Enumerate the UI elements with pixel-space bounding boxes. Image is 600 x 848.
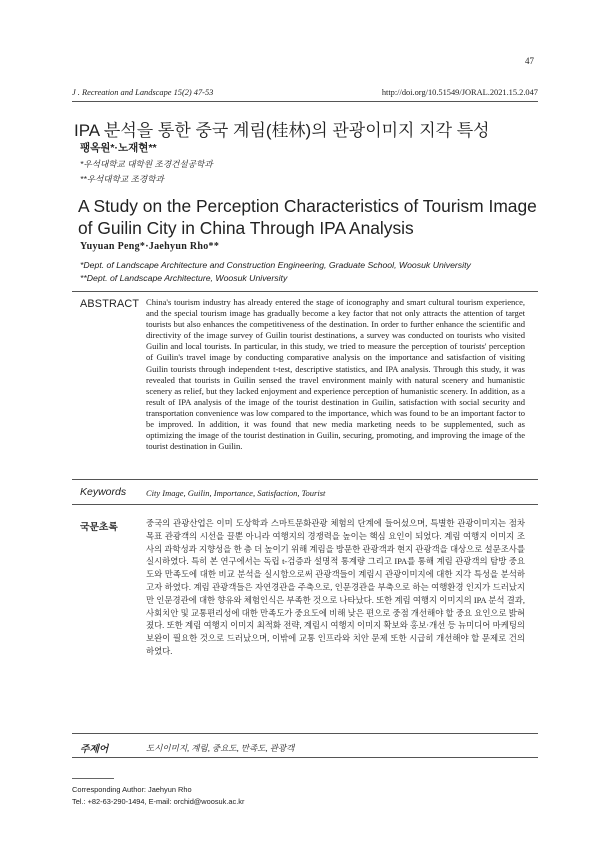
korean-keywords-bottom-divider [72, 757, 538, 758]
keywords-text: City Image, Guilin, Importance, Satisfaction, Tourist [146, 488, 326, 498]
corresponding-author: Corresponding Author: Jaehyun Rho [72, 785, 192, 794]
keywords-divider [72, 479, 538, 480]
abstract-divider [72, 291, 538, 292]
abstract-text: China's tourism industry has already entered the stage of iconography and smart cultural tourism experience, and the special tourism image has gradually become a key factor that not only attracts the attention of target tourists but also enhances the competitiveness of the destination. In order to further enhance the scientific and directivity of the image survey of Guilin tourist destinations, a survey was conducted on tourists who visited Guilin and local tourists. In particular, in this study, we tried to measure the perception of tourists' perception of Guilin's travel image by conducting comparative analysis on the importance and satisfaction of visiting Guilin tourists through independent t-test, descriptive statistics, and IPA analysis. Through this study, it was revealed that tourists in Guilin sensed the travel environment mainly with natural scenery and humanistic scenery as relief, but they lacked enjoyment and experience perception of humanistic scenery. In addition, as a result of IPA analysis of the image of the tourist destination in Guilin, satisfaction with social security and transportation convenience was low compared to the importance, which was found to be an important factor to be improved. In addition, it was found that new media marketing needs to be supplemented, such as optimizing the image of the tourist destination in Guilin, securing, promoting, and improving the image of the tourist destination in Guilin. [146, 297, 525, 452]
doi-link[interactable]: http://doi.org/10.51549/JORAL.2021.15.2.047 [381, 88, 538, 97]
abstract-label: ABSTRACT [80, 298, 140, 310]
korean-abstract-label: 국문초록 [80, 522, 118, 533]
korean-keywords-label: 주제어 [80, 744, 109, 755]
keywords-bottom-divider [72, 504, 538, 505]
korean-keywords-divider [72, 733, 538, 734]
journal-citation: J . Recreation and Landscape 15(2) 47-53 [72, 88, 214, 97]
keywords-label: Keywords [80, 486, 127, 498]
contact-info: Tel.: +82-63-290-1494, E-mail: orchid@woosuk.ac.kr [72, 797, 245, 806]
korean-affiliation-2: **우석대학교 조경학과 [80, 174, 164, 184]
footnote-divider [72, 778, 114, 779]
english-authors: Yuyuan Peng*·Jaehyun Rho** [80, 241, 220, 252]
korean-abstract-text: 중국의 관광산업은 이미 도상학과 스마트문화관광 체험의 단계에 들어섰으며, 특별한 관광이미지는 점차 목표 관광객의 시선을 끌뿐 아니라 여행지의 경쟁력을 높이는 핵심 요인이 되었다. 계림 여행지 이미지 조사의 과학성과 지향성을 한 층 더 높이기 위해 계림을 방문한 관광객과 현지 관광객을 대상으로 설문조사를 실시하였다. 특히 본 연구에서는 독립 t-검증과 설명적 통계량 그리고 IPA를 통해 계림 관광객의 탐방 중요도와 만족도에 대한 비교 분석을 실시함으로써 관광객들이 계림시 관광이미지에 대한 지각 특성을 분석하고자 하였다. 계림 관광객들은 자연경관을 주축으로, 인문경관을 부축으로 하는 여행환경 인지가 드러났지만 인문경관에 대한 향유와 체험인식은 부족한 것으로 나타났다. 또한 계림 여행지 이미지의 IPA 분석 결과, 사회치안 및 교통편리성에 대한 만족도가 중요도에 비해 낮은 편으로 중점 개선해야 할 중요 요인으로 밝혀졌다. 또한 계림 여행지 이미지 최적화 전략, 계림시 여행지 이미지 확보와 홍보·개선 등 뉴미디어 마케팅의 보완이 필요한 것으로 드러났으며, 이밖에 교통 인프라와 치안 문제 또한 시급히 개선해야 할 문제로 건의하였다. [146, 519, 525, 656]
korean-keywords-text: 도시이미지, 계림, 중요도, 만족도, 관광객 [146, 743, 295, 753]
page-number: 47 [525, 56, 534, 66]
korean-authors: 팽옥원*·노재현** [80, 142, 157, 154]
english-affiliation-2: **Dept. of Landscape Architecture, Woosuk University [80, 273, 288, 283]
korean-title: IPA 분석을 통한 중국 계림(桂林)의 관광이미지 지각 특성 [74, 121, 490, 140]
english-affiliation-1: *Dept. of Landscape Architecture and Construction Engineering, Graduate School, Woosuk University [80, 260, 471, 270]
english-title: A Study on the Perception Characteristics of Tourism Image of Guilin City in China Through IPA Analysis [78, 196, 537, 238]
header-divider [72, 101, 538, 102]
korean-affiliation-1: *우석대학교 대학원 조경건설공학과 [80, 159, 213, 169]
